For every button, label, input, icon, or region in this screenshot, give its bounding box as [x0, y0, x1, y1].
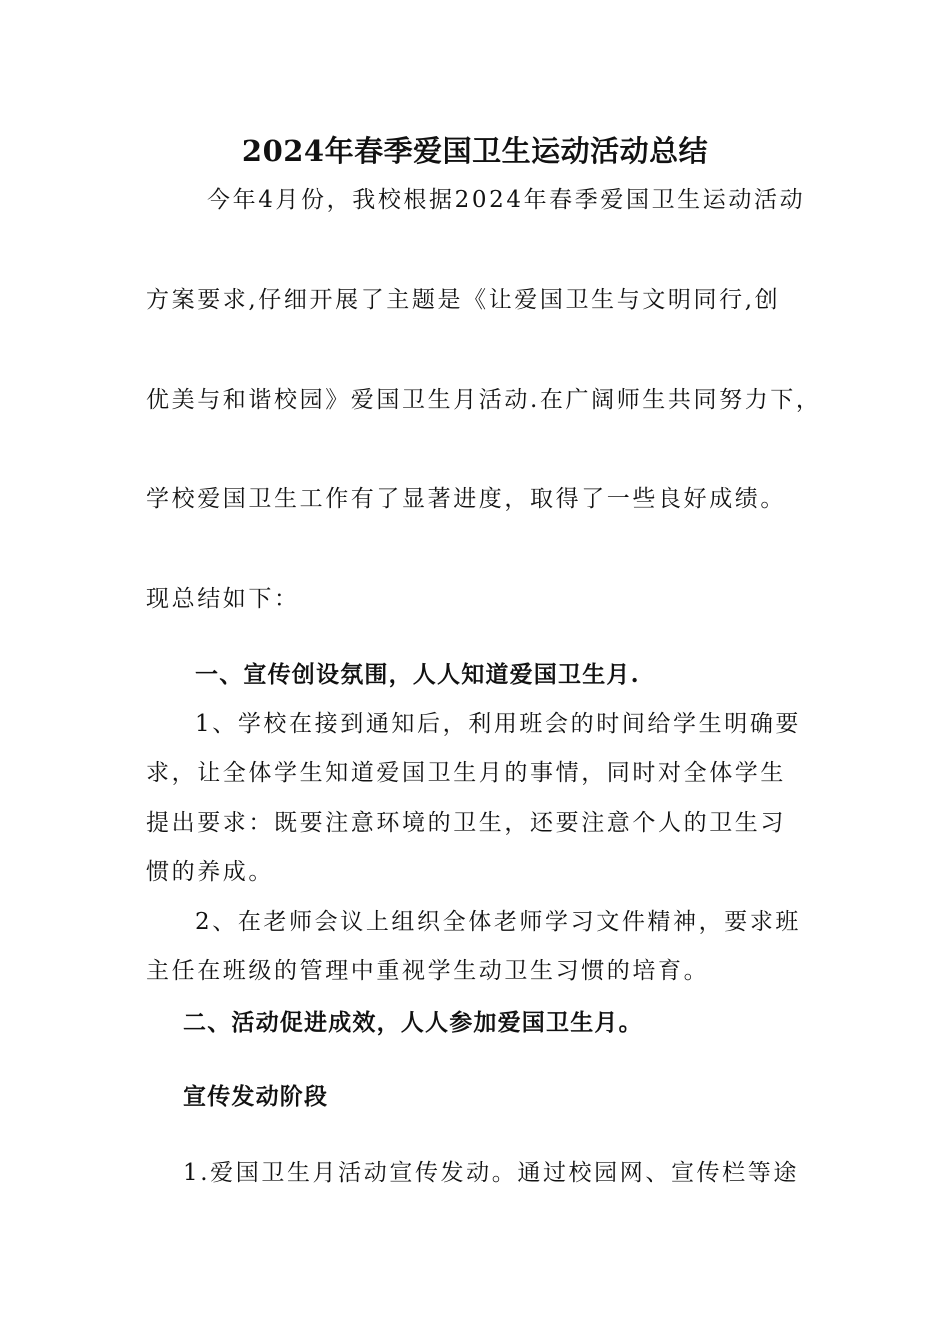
section-1-item-1-line-4: 惯的养成。 — [146, 859, 274, 885]
section-1-item-1-line-2: 求，让全体学生知道爱国卫生月的事情，同时对全体学生 — [146, 760, 786, 786]
intro-line-2: 方案要求,仔细开展了主题是《让爱国卫生与文明同行,创 — [146, 287, 781, 313]
section-1-heading: 一、宣传创设氛围，人人知道爱国卫生月. — [195, 661, 640, 688]
section-1-item-2-line-1: 2、在老师会议上组织全体老师学习文件精神，要求班 — [195, 909, 802, 935]
section-2-item-1-line-1: 1.爱国卫生月活动宣传发动。通过校园网、宣传栏等途 — [183, 1160, 799, 1186]
section-2-heading: 二、活动促进成效，人人参加爱国卫生月。 — [183, 1009, 643, 1036]
intro-line-3: 优美与和谐校园》爱国卫生月活动.在广阔师生共同努力下， — [146, 387, 822, 413]
intro-line-1: 今年4月份，我校根据2024年春季爱国卫生运动活动 — [207, 187, 806, 213]
section-1-item-2-line-2: 主任在班级的管理中重视学生动卫生习惯的培育。 — [146, 958, 710, 984]
section-1-item-1-line-1: 1、学校在接到通知后，利用班会的时间给学生明确要 — [195, 711, 802, 737]
section-1-item-1-line-3: 提出要求：既要注意环境的卫生，还要注意个人的卫生习 — [146, 810, 786, 836]
section-2-subheading: 宣传发动阶段 — [183, 1083, 329, 1110]
document-title: 2024年春季爱国卫生运动活动总结 — [241, 134, 709, 168]
intro-line-4: 学校爱国卫生工作有了显著进度，取得了一些良好成绩。 — [146, 486, 786, 512]
intro-line-5: 现总结如下： — [146, 586, 300, 612]
